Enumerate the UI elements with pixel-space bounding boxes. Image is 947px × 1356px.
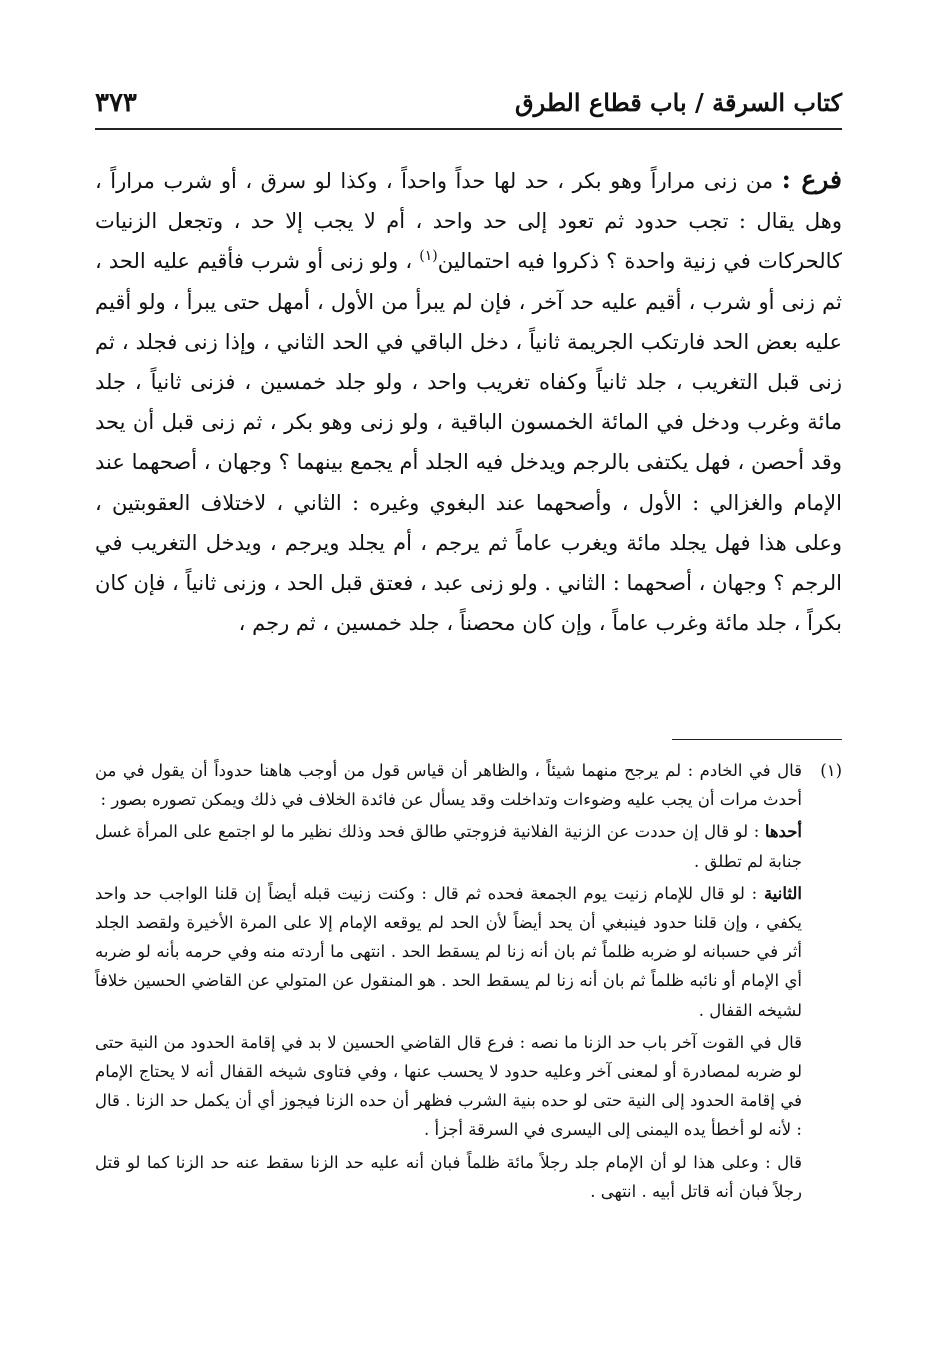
footnote-label-second: الثانية [763, 883, 802, 903]
footnote-divider [672, 739, 842, 740]
main-paragraph [95, 160, 842, 643]
main-text [95, 160, 842, 643]
main-text-part-1: من زنى مراراً وهو بكر ، حد لها حداً واحداً ، وكذا لو سرق ، أو شرب مراراً ، وهل يقال : تجب حدود ثم تعود إلى حد واحد ، أم لا يجب إلا حد ، وتجعل الزنيات كالحركات في زنية واحدة ؟ ذكروا فيه احتمالين [95, 169, 842, 274]
footnote-label-first: أحدها [764, 822, 802, 842]
footnote-text: : لو قال إن حددت عن الزنية الفلانية فزوجتي طالق فحد وذلك نظير ما لو اجتمع على المرأة غسل جنابة لم تطلق . [95, 822, 802, 871]
page-number: ٣٧٣ [95, 88, 137, 118]
footnote-text: : لو قال للإمام زنيت يوم الجمعة فحده ثم قال : وكنت زنيت قبله أيضاً إن قلنا الواجب حد واحد يكفي ، وإن قلنا حدود فينبغي أن يحد أيضاً لأن الحد لم يوقعه الإمام إلا على المرة الأخيرة ولقصد الجلد أثر في حسبانه لو ضربه ظلماً ثم بان أنه زنا لم يسقط الحد . انتهى ما أردته منه وفي حرمه بأنه لو ضربه أي الإمام أو نائبه ظلماً ثم بان أنه زنا لم يسقط الحد . هو المنقول عن المتولي عن القاضي الحسين خلافاً لشيخه القفال . [95, 883, 802, 1020]
footnotes [95, 756, 842, 1209]
footnote-paragraph: قال : وعلى هذا لو أن الإمام جلد رجلاً مائة ظلماً فبان أنه عليه حد الزنا سقط عنه حد الزنا كما لو قتل رجلاً فبان أنه قاتل أبيه . انتهى . [95, 1152, 802, 1201]
header-divider [95, 128, 842, 130]
main-text-part-2: ، ولو زنى أو شرب فأقيم عليه الحد ، ثم زنى أو شرب ، أقيم عليه حد آخر ، فإن لم يبرأ من الأول ، أمهل حتى يبرأ ، ولو أقيم عليه بعض الحد فارتكب الجريمة ثانياً ، دخل الباقي في الحد الثاني ، وإذا زنى فجلد ، ثم زنى قبل التغريب ، جلد ثانياً وكفاه تغريب واحد ، ولو جلد خمسين ، فزنى ثانياً ، جلد مائة وغرب ودخل في المائة الخمسون الباقية ، ولو زنى وهو بكر ، ثم زنى قبل أن يحد وقد أحصن ، فهل يكتفى بالرجم ويدخل فيه الجلد أم يجمع بينهما ؟ وجهان ، أصحهما عند الإمام والغزالي : الأول ، وأصحهما عند البغوي وغيره : الثاني ، لاختلاف العقوبتين ، وعلى هذا فهل يجلد مائة ويغرب عاماً ثم يرجم ، أم يجلد ويرجم ، ويدخل التغريب في الرجم ؟ وجهان ، أصحهما : الثاني . ولو زنى عبد ، فعتق قبل الحد ، وزنى ثانياً ، فإن كان بكراً ، جلد مائة وغرب عاماً ، وإن كان محصناً ، جلد خمسين ، ثم رجم ، [95, 249, 842, 636]
footnote-paragraph: قال في الخادم : لم يرجح منهما شيئاً ، والظاهر أن قياس قول من أوجب هاهنا حدوداً أن يقول في من أحدث مرات أن يجب عليه وضوءات وتداخلت وقد يسأل عن فائدة الخلاف في ذلك ويمكن تصوره بصور : [95, 761, 802, 810]
footnote-paragraph [95, 817, 802, 875]
footnote-marker: (١) [820, 761, 842, 780]
footnote-1 [95, 756, 842, 1206]
section-lead-word: فرع : [781, 165, 842, 194]
chapter-title: كتاب السرقة / باب قطاع الطرق [515, 88, 842, 117]
footnote-reference[interactable]: (١) [419, 248, 438, 265]
running-header [95, 86, 842, 126]
footnote-paragraph: قال في القوت آخر باب حد الزنا ما نصه : فرع قال القاضي الحسين لا بد في إقامة الحدود من النية حتى لو ضربه لمصادرة أو لمعنى آخر وعليه حدود لا يحسب عنها ، وفي فتاوى شيخه القفال أنه لا يحتاج الإمام في إقامة الحدود إلى النية حتى لو حده بنية الشرب فظهر أن حده الزنا فيجوز أي أن يكمل حد الزنا . قال : لأنه لو أخطأ يده اليمنى إلى اليسرى في السرقة أجزأ . [95, 1032, 802, 1140]
footnote-paragraph [95, 879, 802, 1025]
